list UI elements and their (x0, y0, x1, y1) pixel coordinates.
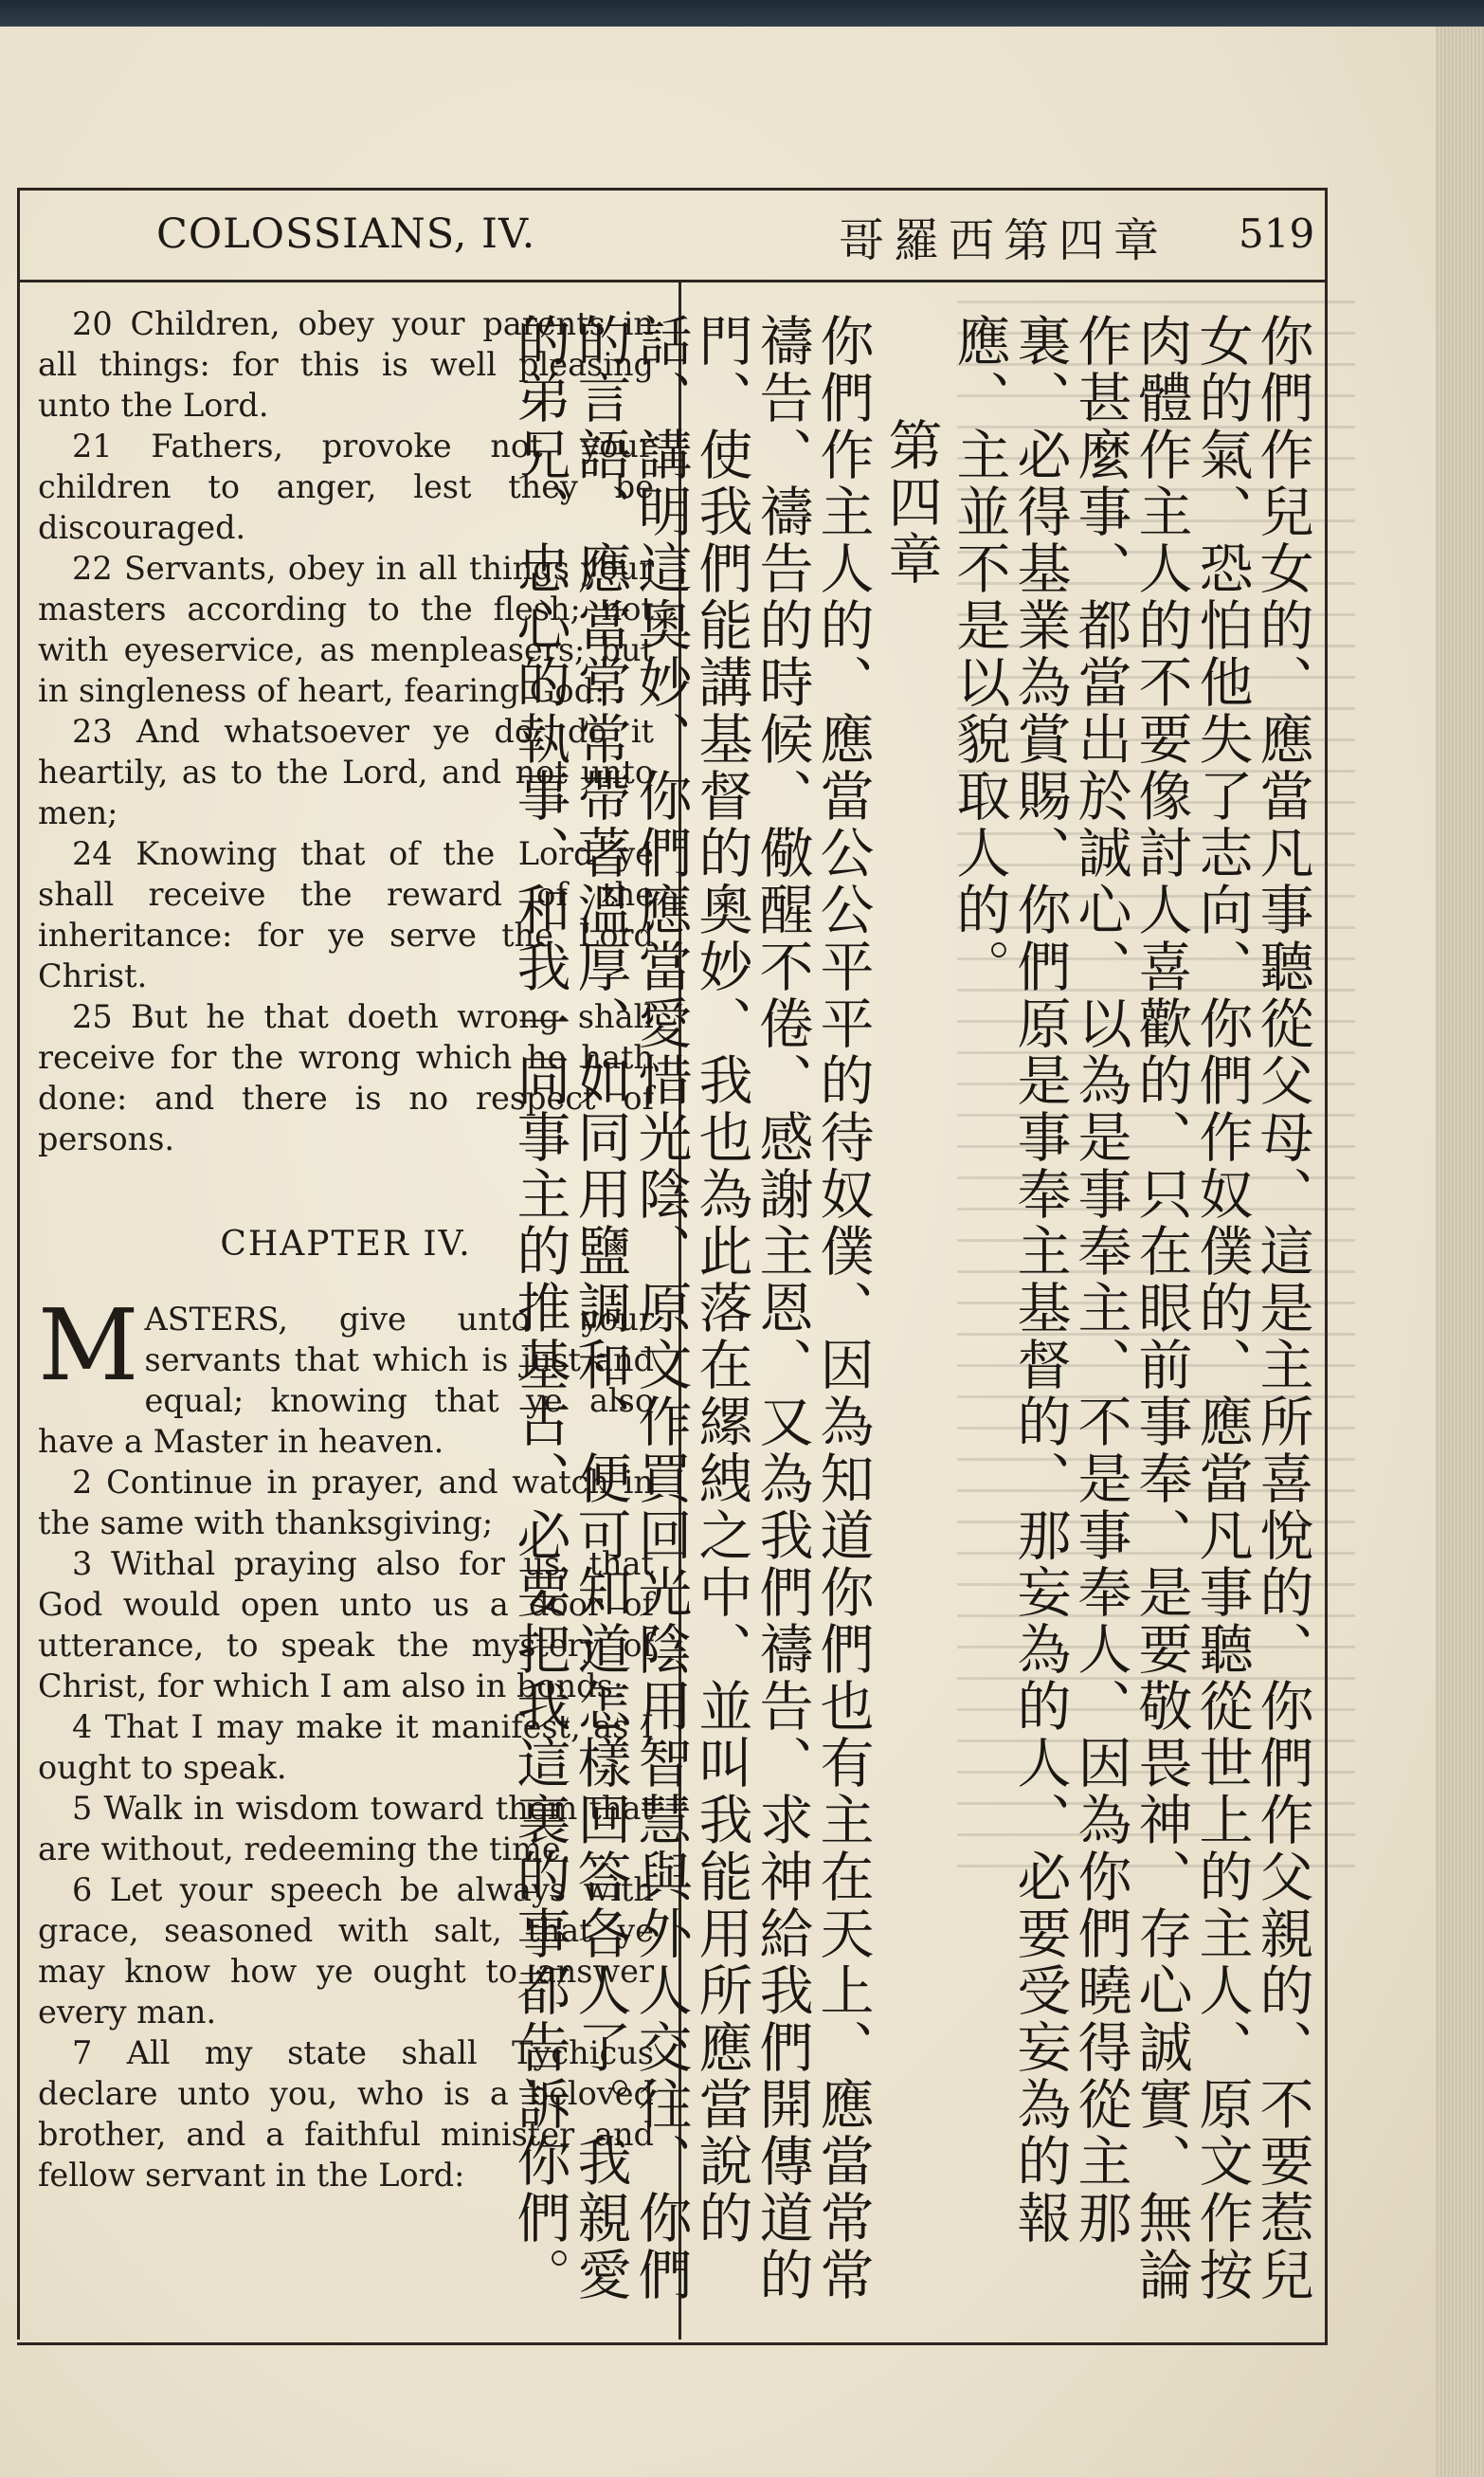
page-number: 519 (1239, 210, 1315, 257)
verse-4-3: 3 Withal praying also for us, that God would open unto us a door of utterance, to speak the mystery of Christ, for which I am also in bonds: (38, 1545, 654, 1704)
verse-4-2: 2 Continue in prayer, and watch in the same with thanksgiving; (38, 1464, 654, 1541)
page-edges (1436, 27, 1484, 2477)
verse-3-23: 23 And whatsoever ye do, do it heartily, as to the Lord, and not unto men; (38, 713, 654, 831)
header-rule (17, 280, 1328, 282)
chinese-ch3-text: 你們作兒女的、應當凡事聽從父母、這是主所喜悅的、你們作父親的、不要惹兒女的氣、恐怕他失了志向、你們作奴僕的、應當凡事聽從世上的主人、原文作按肉體作主人的不要像討人喜歡的、只在眼前事奉、是要敬畏神、存心誠實、無論作甚麼事、都當出於誠心、以為是事奉主、不是事奉人、因為你們曉得從主那裏、必得基業為賞賜、你們原是事奉主基督的、那妄為的人、必要受妄為的報應、主並不是以貌取人的。 (948, 313, 1313, 2304)
running-head-english: COLOSSIANS, IV. (156, 210, 536, 258)
verse-3-24: 24 Knowing that of the Lord ye shall receive the reward of the inheritance: for ye serve the Lord Christ. (38, 835, 654, 994)
running-head-chinese: 哥羅西第四章 (839, 214, 1169, 267)
verse-4-7: 7 All my state shall Tychicus declare unto you, who is a beloved brother, and a faithful minister and fellow servant in the Lord: (38, 2034, 654, 2194)
chinese-column (508, 313, 1313, 2304)
drop-cap: M (38, 1287, 139, 1403)
verse-3-22: 22 Servants, obey in all things your masters according to the flesh; not with eyeservice, as menpleasers; but in singleness of heart, fearing God: (38, 550, 654, 709)
chinese-ch4-text: 你們作主人的、應當公公平平的待奴僕、因為知道你們也有主在天上、應當常常禱告、禱告的時候、儆醒不倦、感謝主恩、又為我們禱告、求神給我們開傳道的門、使我們能講基督的奧妙、我也為此落在縲絏之中、並叫我能用所應當說的話、講明這奧妙、你們應當愛惜光陰、原文作買回光陰用智慧與外人交往、你們的言語、應當常常帶著溫厚、如同用鹽調和、便可知道怎樣回答各人了。我親愛的弟兄、忠心的執事、和我一同事主的推基古、必要把我這裏的事都告訴你們。 (508, 313, 874, 2304)
verse-4-4: 4 That I may make it manifest, as I ought to speak. (38, 1708, 654, 1786)
page-frame-left (17, 188, 20, 2340)
verse-3-21: 21 Fathers, provoke not your children to anger, lest they be discouraged. (38, 428, 654, 546)
verse-3-25: 25 But he that doeth wrong shall receive for the wrong which he hath done: and there is no respect of persons. (38, 998, 654, 1157)
chinese-chapter-heading: 第四章 (879, 417, 942, 588)
verse-4-6: 6 Let your speech be always with grace, seasoned with salt, that ye may know how ye ought to answer every man. (38, 1871, 654, 2031)
verse-4-5: 5 Walk in wisdom toward them that are without, redeeming the time. (38, 1790, 654, 1867)
verse-3-20: 20 Children, obey your parents in all things: for this is well pleasing unto the Lord. (38, 305, 654, 424)
chapter-heading: CHAPTER IV. (220, 1225, 472, 1264)
verse-4-1-text: ASTERS, give unto your servants that which is just and equal; knowing that ye also have a Master in heaven. (38, 1301, 654, 1460)
